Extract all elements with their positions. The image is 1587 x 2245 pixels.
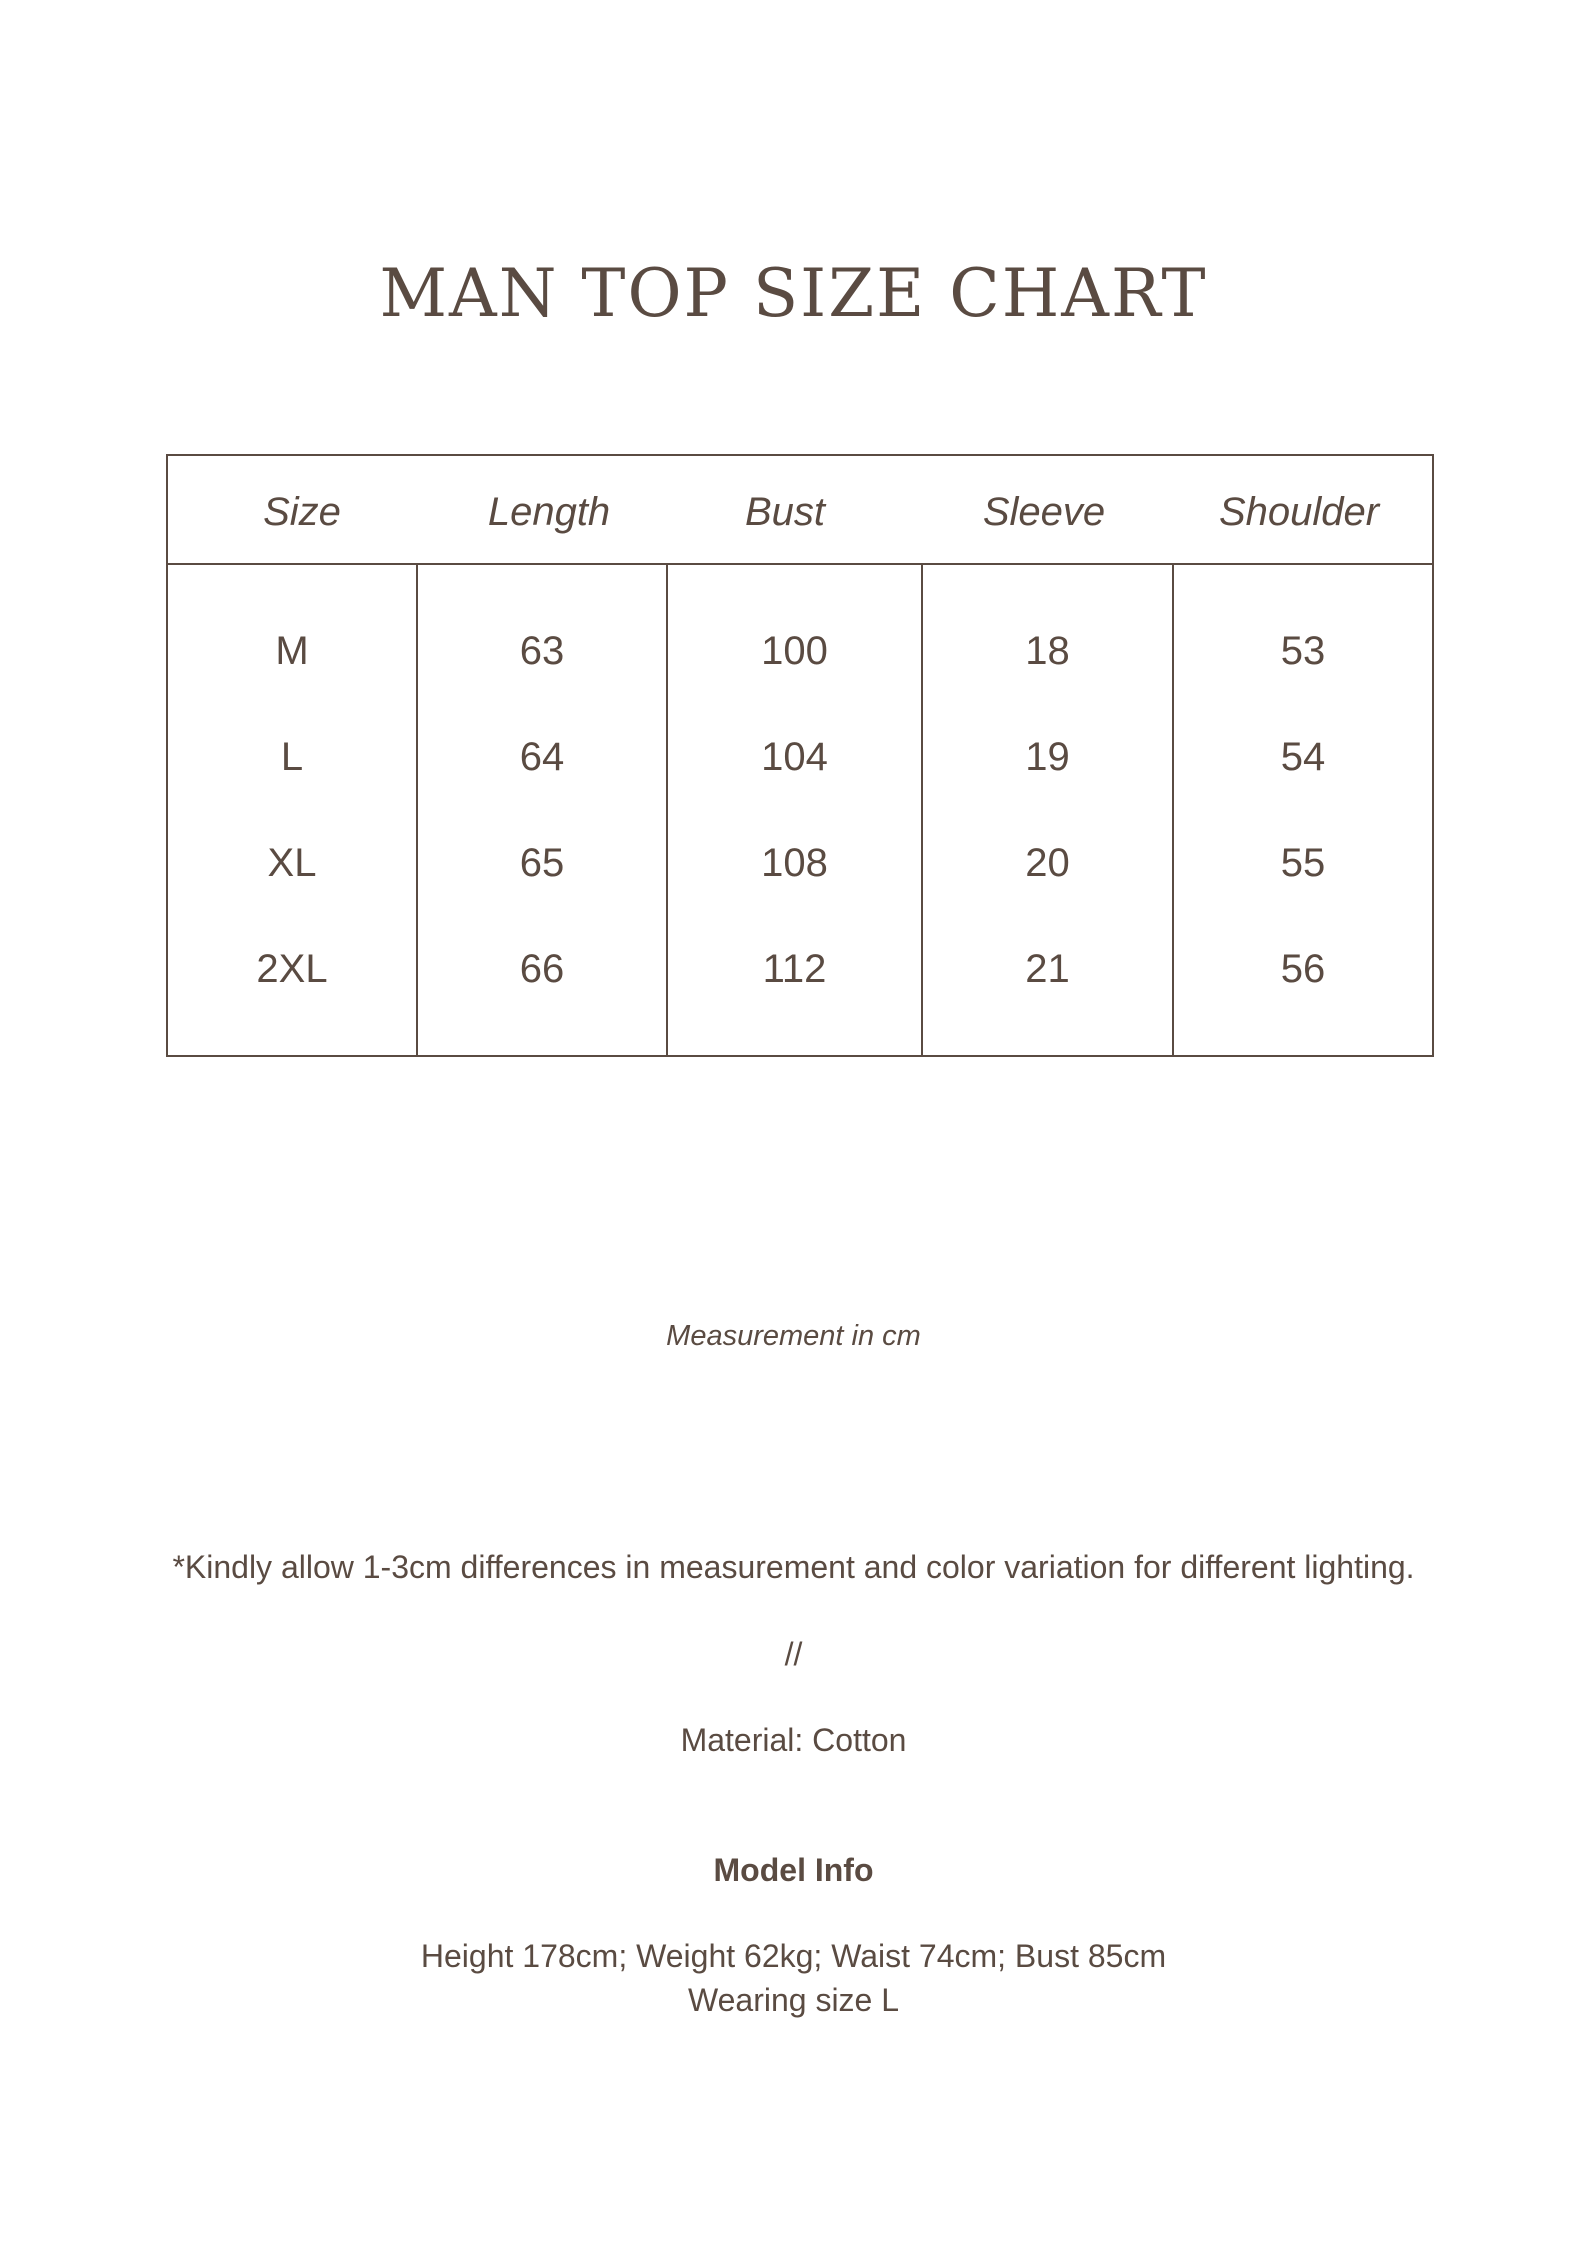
header-shoulder: Shoulder	[1218, 490, 1380, 534]
table-cell-sleeve: 20	[1025, 841, 1070, 885]
table-cell-size: M	[275, 629, 309, 673]
table-cell-length: 63	[519, 629, 565, 673]
measurement-unit-note: Measurement in cm	[666, 1320, 921, 1352]
material-info: Material: Cotton	[680, 1722, 907, 1758]
table-cell-length: 65	[519, 841, 565, 885]
model-wearing-size: Wearing size L	[687, 1982, 900, 2018]
separator: //	[784, 1636, 803, 1672]
table-cell-bust: 104	[761, 735, 828, 779]
header-length: Length	[487, 490, 611, 534]
model-measurements: Height 178cm; Weight 62kg; Waist 74cm; Bust 85cm	[420, 1938, 1167, 1974]
disclaimer-text: *Kindly allow 1-3cm differences in measurement and color variation for different lighting.	[172, 1549, 1415, 1585]
table-cell-shoulder: 54	[1280, 735, 1326, 779]
header-divider	[168, 563, 1432, 565]
table-cell-size: L	[280, 735, 304, 779]
table-cell-sleeve: 21	[1025, 947, 1070, 991]
table-cell-bust: 100	[761, 629, 828, 673]
table-cell-length: 64	[519, 735, 565, 779]
table-cell-bust: 108	[761, 841, 828, 885]
size-chart-table	[166, 454, 1434, 1057]
header-size: Size	[263, 490, 341, 534]
table-cell-shoulder: 53	[1280, 629, 1326, 673]
table-cell-length: 66	[519, 947, 565, 991]
table-cell-shoulder: 56	[1280, 947, 1326, 991]
header-bust: Bust	[744, 490, 826, 534]
table-cell-shoulder: 55	[1280, 841, 1326, 885]
page-title: MAN TOP SIZE CHART	[379, 255, 1208, 332]
table-cell-sleeve: 19	[1025, 735, 1070, 779]
table-cell-size: 2XL	[256, 947, 328, 991]
table-cell-bust: 112	[762, 947, 827, 991]
table-cell-size: XL	[267, 841, 317, 885]
table-cell-sleeve: 18	[1025, 629, 1070, 673]
model-info-heading: Model Info	[713, 1852, 874, 1888]
header-sleeve: Sleeve	[982, 490, 1106, 534]
